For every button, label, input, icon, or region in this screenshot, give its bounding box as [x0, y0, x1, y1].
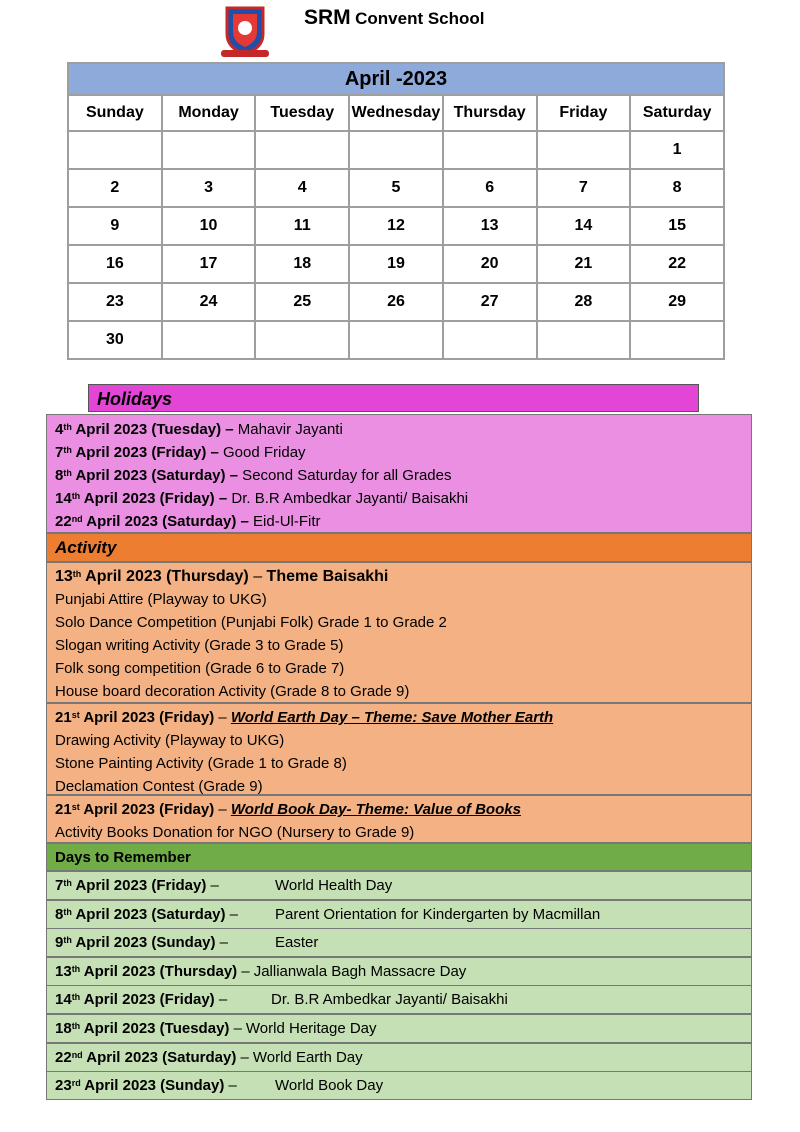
holiday-suffix: nd: [71, 514, 83, 524]
school-name-small: Convent School: [355, 9, 485, 28]
activity-theme: Theme Baisakhi: [266, 568, 389, 585]
remember-suffix: th: [71, 963, 81, 974]
calendar-date-cell: 11: [255, 207, 349, 245]
calendar-date-cell: 18: [255, 245, 349, 283]
activity-heading: [55, 565, 743, 588]
remember-date: [55, 1049, 236, 1066]
calendar-date-cell: 23: [68, 283, 162, 321]
remember-suffix: th: [63, 935, 72, 946]
calendar-week-row: [68, 245, 724, 283]
remember-row: [46, 1043, 752, 1072]
remember-event: Jallianwala Bagh Massacre Day: [253, 962, 467, 980]
activity-theme: World Earth Day – Theme: Save Mother Earth: [230, 709, 554, 726]
remember-suffix: th: [63, 878, 72, 888]
calendar-date-cell: 8: [630, 169, 724, 207]
calendar-date-cell: 4: [255, 169, 349, 207]
holiday-date-rest: April 2023 (Saturday) –: [82, 513, 249, 530]
remember-date: [55, 906, 226, 923]
holiday-item: [55, 487, 743, 510]
remember-date: [55, 877, 206, 894]
calendar-date-cell: [349, 131, 443, 169]
holiday-suffix: th: [71, 491, 81, 501]
calendar-date-cell: [162, 131, 256, 169]
remember-date: [55, 963, 237, 980]
calendar-week-row: [68, 131, 724, 169]
activity-day: 21: [55, 709, 72, 726]
activity-date: [55, 801, 214, 818]
calendar-date-cell: 30: [68, 321, 162, 359]
holiday-suffix: th: [63, 422, 72, 432]
holiday-date-rest: April 2023 (Saturday) –: [71, 467, 239, 484]
remember-date-rest: April 2023 (Friday): [80, 991, 215, 1009]
calendar-date-cell: 26: [349, 283, 443, 321]
page-header: [0, 0, 800, 62]
holiday-date-rest: April 2023 (Friday) –: [80, 490, 228, 507]
remember-event: World Book Day: [275, 1077, 384, 1095]
calendar-week-row: [68, 169, 724, 207]
remember-suffix: nd: [71, 1049, 83, 1060]
holiday-item: [55, 510, 743, 533]
activity-block: [46, 795, 752, 843]
activity-block: [46, 562, 752, 703]
remember-row: [46, 957, 752, 986]
remember-day: 18: [55, 1020, 72, 1037]
calendar-table: [67, 62, 725, 360]
remember-date-rest: April 2023 (Tuesday): [80, 1020, 230, 1037]
holiday-date-rest: April 2023 (Friday) –: [71, 444, 219, 461]
calendar-date-cell: 20: [443, 245, 537, 283]
holiday-item: [55, 464, 743, 487]
remember-dash: –: [206, 877, 219, 894]
remember-dash: –: [224, 1077, 237, 1095]
school-title: [304, 6, 485, 30]
calendar-date-cell: 15: [630, 207, 724, 245]
holiday-day: 7: [55, 444, 64, 461]
calendar-date-cell: [255, 131, 349, 169]
holiday-name: Second Saturday for all Grades: [238, 467, 452, 484]
calendar-date-cell: [68, 131, 162, 169]
calendar-day-header: Saturday: [630, 95, 724, 131]
remember-suffix: th: [63, 906, 72, 917]
calendar-date-cell: [443, 131, 537, 169]
remember-row: [46, 871, 752, 900]
activity-theme: World Book Day- Theme: Value of Books: [230, 801, 521, 818]
calendar-date-cell: 21: [537, 245, 631, 283]
remember-row: [46, 928, 752, 957]
remember-suffix: th: [71, 1021, 81, 1031]
calendar-day-header-row: [68, 95, 724, 131]
remember-date-rest: April 2023 (Saturday): [71, 905, 226, 923]
holidays-section: [46, 414, 752, 533]
days-to-remember-title: Days to Remember: [46, 843, 752, 871]
calendar-date-cell: 13: [443, 207, 537, 245]
calendar-date-cell: 3: [162, 169, 256, 207]
activity-dash: –: [214, 801, 231, 818]
remember-row: [46, 900, 752, 929]
remember-event: Easter: [275, 934, 319, 952]
remember-event: Parent Orientation for Kindergarten by Macmillan: [275, 905, 601, 923]
calendar-date-cell: [349, 321, 443, 359]
holiday-day: 14: [55, 490, 72, 507]
remember-day: 14: [55, 991, 72, 1009]
calendar-date-cell: 19: [349, 245, 443, 283]
activity-heading: [55, 706, 743, 729]
remember-day: 8: [55, 905, 64, 923]
calendar-date-cell: [162, 321, 256, 359]
holidays-title: Holidays: [88, 384, 699, 412]
remember-dash: –: [215, 934, 229, 952]
calendar-month-title: April -2023: [68, 63, 724, 95]
remember-suffix: rd: [71, 1078, 81, 1089]
calendar-date-cell: 29: [630, 283, 724, 321]
calendar-date-cell: [537, 131, 631, 169]
remember-event: World Earth Day: [252, 1048, 363, 1066]
calendar-date-cell: [630, 321, 724, 359]
activity-dash: –: [214, 709, 231, 726]
calendar-date-cell: 17: [162, 245, 256, 283]
activity-date-rest: April 2023 (Friday): [79, 801, 215, 818]
calendar-date-cell: 28: [537, 283, 631, 321]
holiday-date-rest: April 2023 (Tuesday) –: [71, 421, 234, 438]
calendar-date-cell: 12: [349, 207, 443, 245]
remember-day: 22: [55, 1048, 72, 1066]
activity-title: Activity: [46, 533, 752, 562]
holiday-item: [55, 441, 743, 464]
calendar-date-cell: 27: [443, 283, 537, 321]
holiday-date: [55, 467, 238, 484]
calendar-date-cell: 7: [537, 169, 631, 207]
calendar-day-header: Tuesday: [255, 95, 349, 131]
activity-item: Declamation Contest (Grade 9): [55, 778, 263, 795]
remember-date-rest: April 2023 (Sunday): [71, 934, 216, 952]
holiday-name: Good Friday: [218, 444, 306, 461]
remember-date: [55, 934, 216, 951]
activity-day: 21: [55, 801, 72, 818]
remember-date-rest: April 2023 (Friday): [71, 877, 207, 894]
remember-row: [46, 985, 752, 1014]
holiday-name: Mahavir Jayanti: [233, 421, 343, 438]
holiday-day: 22: [55, 513, 72, 530]
activity-date-rest: April 2023 (Friday): [79, 709, 215, 726]
calendar-date-cell: 22: [630, 245, 724, 283]
activity-item: Stone Painting Activity (Grade 1 to Grade 8): [55, 755, 347, 772]
activity-date: [55, 568, 249, 585]
calendar-date-cell: [255, 321, 349, 359]
remember-day: 13: [55, 962, 72, 980]
remember-date-rest: April 2023 (Sunday): [80, 1077, 225, 1095]
activity-item: Drawing Activity (Playway to UKG): [55, 732, 285, 749]
calendar-day-header: Friday: [537, 95, 631, 131]
activity-item: Punjabi Attire (Playway to UKG): [55, 591, 267, 608]
calendar-date-cell: 5: [349, 169, 443, 207]
remember-row: [46, 1014, 752, 1043]
activity-item: Folk song competition (Grade 6 to Grade 7): [55, 660, 345, 677]
remember-suffix: th: [71, 992, 81, 1003]
activity-dash: –: [248, 568, 267, 585]
calendar-day-header: Wednesday: [349, 95, 443, 131]
holiday-date: [55, 490, 227, 507]
activity-date-rest: April 2023 (Thursday): [81, 568, 249, 585]
activity-date: [55, 709, 214, 726]
calendar-date-cell: [537, 321, 631, 359]
remember-event: Dr. B.R Ambedkar Jayanti/ Baisakhi: [271, 991, 508, 1009]
holiday-date: [55, 513, 249, 530]
remember-date: [55, 1020, 229, 1037]
holiday-suffix: th: [63, 468, 72, 478]
remember-date-rest: April 2023 (Thursday): [80, 962, 238, 980]
calendar-date-cell: 16: [68, 245, 162, 283]
holiday-suffix: th: [63, 445, 72, 455]
school-name-big: SRM: [304, 6, 351, 29]
calendar-date-cell: 1: [630, 131, 724, 169]
calendar-week-row: [68, 321, 724, 359]
remember-date: [55, 991, 215, 1008]
holiday-name: Eid-Ul-Fitr: [248, 513, 321, 530]
holiday-date: [55, 421, 234, 438]
activity-suffix: st: [71, 802, 80, 812]
holiday-item: [55, 418, 743, 441]
calendar-date-cell: [443, 321, 537, 359]
activity-item: Slogan writing Activity (Grade 3 to Grade 5): [55, 637, 344, 654]
remember-dash: –: [236, 1048, 249, 1066]
activity-suffix: st: [71, 710, 80, 720]
calendar-date-cell: 6: [443, 169, 537, 207]
calendar-day-header: Monday: [162, 95, 256, 131]
calendar-week-row: [68, 207, 724, 245]
remember-day: 23: [55, 1077, 72, 1095]
holiday-date: [55, 444, 219, 461]
remember-day: 7: [55, 877, 64, 894]
remember-dash: –: [214, 991, 228, 1009]
remember-date-rest: April 2023 (Saturday): [82, 1048, 237, 1066]
school-crest-icon: [217, 4, 273, 60]
remember-date: [55, 1077, 224, 1094]
calendar-date-cell: 10: [162, 207, 256, 245]
calendar-date-cell: 9: [68, 207, 162, 245]
calendar-date-cell: 25: [255, 283, 349, 321]
calendar-day-header: Thursday: [443, 95, 537, 131]
holiday-name: Dr. B.R Ambedkar Jayanti/ Baisakhi: [227, 490, 469, 507]
activity-day: 13: [55, 568, 73, 585]
remember-dash: –: [229, 1020, 242, 1037]
activity-block: [46, 703, 752, 795]
activity-item: House board decoration Activity (Grade 8 to Grade 9): [55, 683, 410, 700]
remember-day: 9: [55, 934, 64, 952]
activity-item: Activity Books Donation for NGO (Nursery to Grade 9): [55, 824, 415, 841]
calendar-date-cell: 14: [537, 207, 631, 245]
activity-heading: [55, 798, 743, 821]
activity-suffix: th: [72, 569, 82, 579]
holiday-day: 8: [55, 467, 64, 484]
calendar-date-cell: 24: [162, 283, 256, 321]
remember-dash: –: [237, 962, 250, 980]
activity-item: Solo Dance Competition (Punjabi Folk) Grade 1 to Grade 2: [55, 614, 447, 631]
remember-row: [46, 1071, 752, 1100]
calendar-week-row: [68, 283, 724, 321]
remember-event: World Health Day: [275, 877, 393, 894]
remember-dash: –: [225, 905, 239, 923]
remember-event: World Heritage Day: [245, 1020, 377, 1037]
holiday-day: 4: [55, 421, 64, 438]
calendar-day-header: Sunday: [68, 95, 162, 131]
calendar-date-cell: 2: [68, 169, 162, 207]
